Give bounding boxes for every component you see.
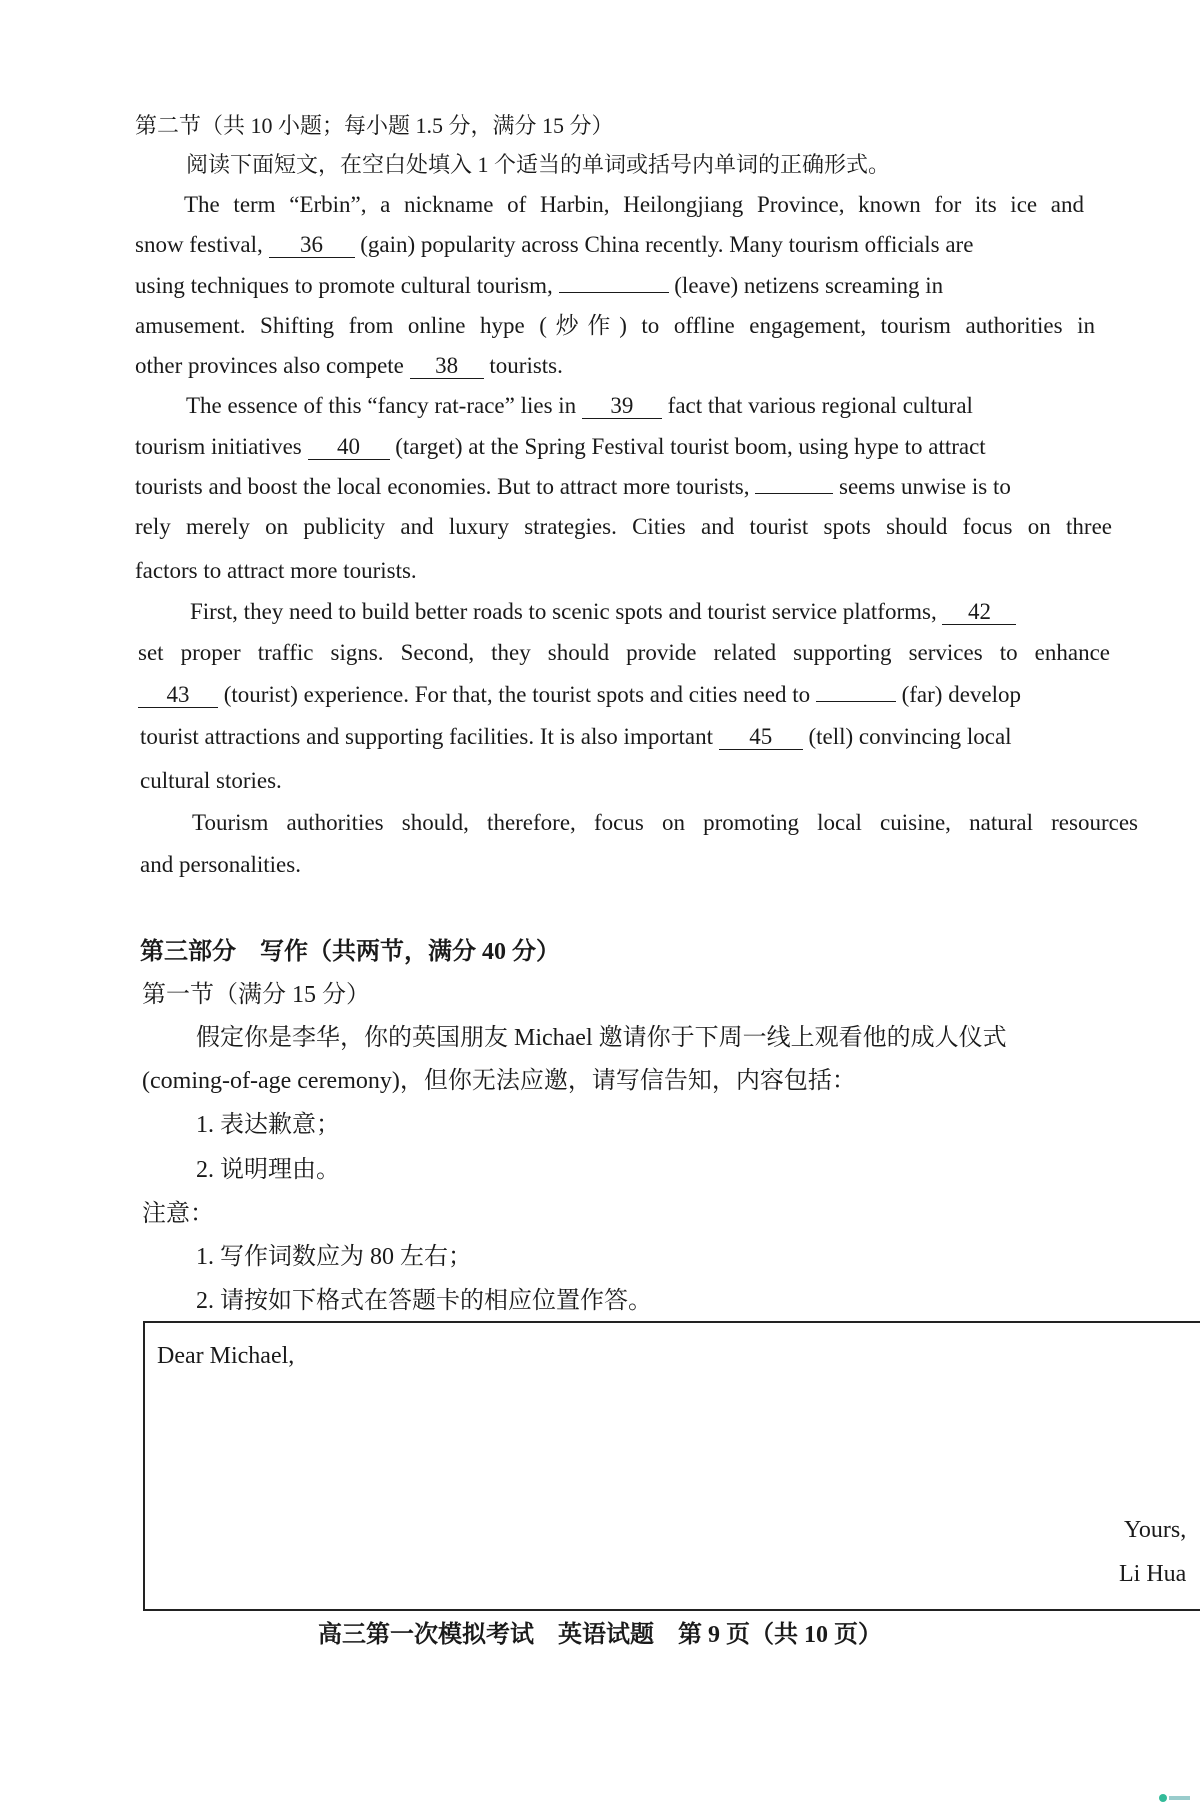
passage-line: tourist attractions and supporting facilities. It is also important 45 (tell) convincing local [140, 724, 1012, 749]
section-instruction: 阅读下面短文，在空白处填入 1 个适当的单词或括号内单词的正确形式。 [186, 152, 891, 177]
passage-line: tourists and boost the local economies. But to attract more tourists, seems unwise is to [135, 474, 1011, 499]
note-point: 2. 请按如下格式在答题卡的相应位置作答。 [196, 1288, 652, 1314]
answer-box [143, 1321, 1200, 1611]
passage-line: factors to attract more tourists. [135, 558, 417, 583]
passage-line: and personalities. [140, 852, 301, 877]
section-heading: 第二节（共 10 小题；每小题 1.5 分，满分 15 分） [135, 113, 614, 138]
blank-45: 45 [719, 725, 803, 750]
blank-40: 40 [308, 435, 390, 460]
blank-43: 43 [138, 683, 218, 708]
watermark-logo-icon [1158, 1793, 1192, 1803]
passage-line: 43 (tourist) experience. For that, the tourist spots and cities need to (far) develop [138, 680, 1021, 710]
passage-line: set proper traffic signs. Second, they should provide related supporting services to enhance [138, 640, 1110, 665]
blank-38: 38 [410, 354, 484, 379]
passage-line: other provinces also compete 38 tourists. [135, 353, 563, 378]
passage-line: snow festival, 36 (gain) popularity across China recently. Many tourism officials are [135, 232, 974, 257]
task-text: (coming-of-age ceremony)，但你无法应邀，请写信告知，内容包括： [142, 1068, 856, 1094]
task-text: 假定你是李华，你的英国朋友 Michael 邀请你于下周一线上观看他的成人仪式 [196, 1025, 1007, 1051]
blank-42: 42 [942, 600, 1016, 625]
passage-line: The essence of this “fancy rat-race” lies in 39 fact that various regional cultural [186, 393, 973, 418]
letter-closing: Yours, [1124, 1517, 1187, 1543]
note-label: 注意： [142, 1201, 214, 1227]
part-heading: 第三部分 写作（共两节，满分 40 分） [140, 939, 560, 965]
passage-line: First, they need to build better roads to scenic spots and tourist service platforms, 42 [190, 597, 1016, 627]
passage-line: The term “Erbin”, a nickname of Harbin, Heilongjiang Province, known for its ice and [184, 192, 1084, 217]
passage-line: cultural stories. [140, 768, 282, 793]
letter-greeting: Dear Michael, [157, 1343, 295, 1369]
passage-line: Tourism authorities should, therefore, focus on promoting local cuisine, natural resources [192, 810, 1138, 835]
subsection-heading: 第一节（满分 15 分） [142, 982, 370, 1008]
blank-44 [816, 701, 896, 702]
blank-39: 39 [582, 394, 662, 419]
page-footer: 高三第一次模拟考试 英语试题 第 9 页（共 10 页） [318, 1622, 882, 1648]
passage-line: tourism initiatives 40 (target) at the Spring Festival tourist boom, using hype to attract [135, 434, 986, 459]
passage-line: rely merely on publicity and luxury strategies. Cities and tourist spots should focus on three [135, 514, 1112, 539]
letter-signature: Li Hua [1119, 1561, 1187, 1587]
note-point: 1. 写作词数应为 80 左右； [196, 1244, 472, 1270]
blank-36: 36 [269, 233, 355, 258]
blank-37 [559, 292, 669, 293]
passage-line: using techniques to promote cultural tourism, (leave) netizens screaming in [135, 273, 944, 298]
passage-line: amusement. Shifting from online hype (炒作) to offline engagement, tourism authorities in [135, 313, 1095, 338]
blank-41 [755, 493, 833, 494]
task-point: 1. 表达歉意； [196, 1112, 340, 1138]
task-point: 2. 说明理由。 [196, 1157, 340, 1183]
